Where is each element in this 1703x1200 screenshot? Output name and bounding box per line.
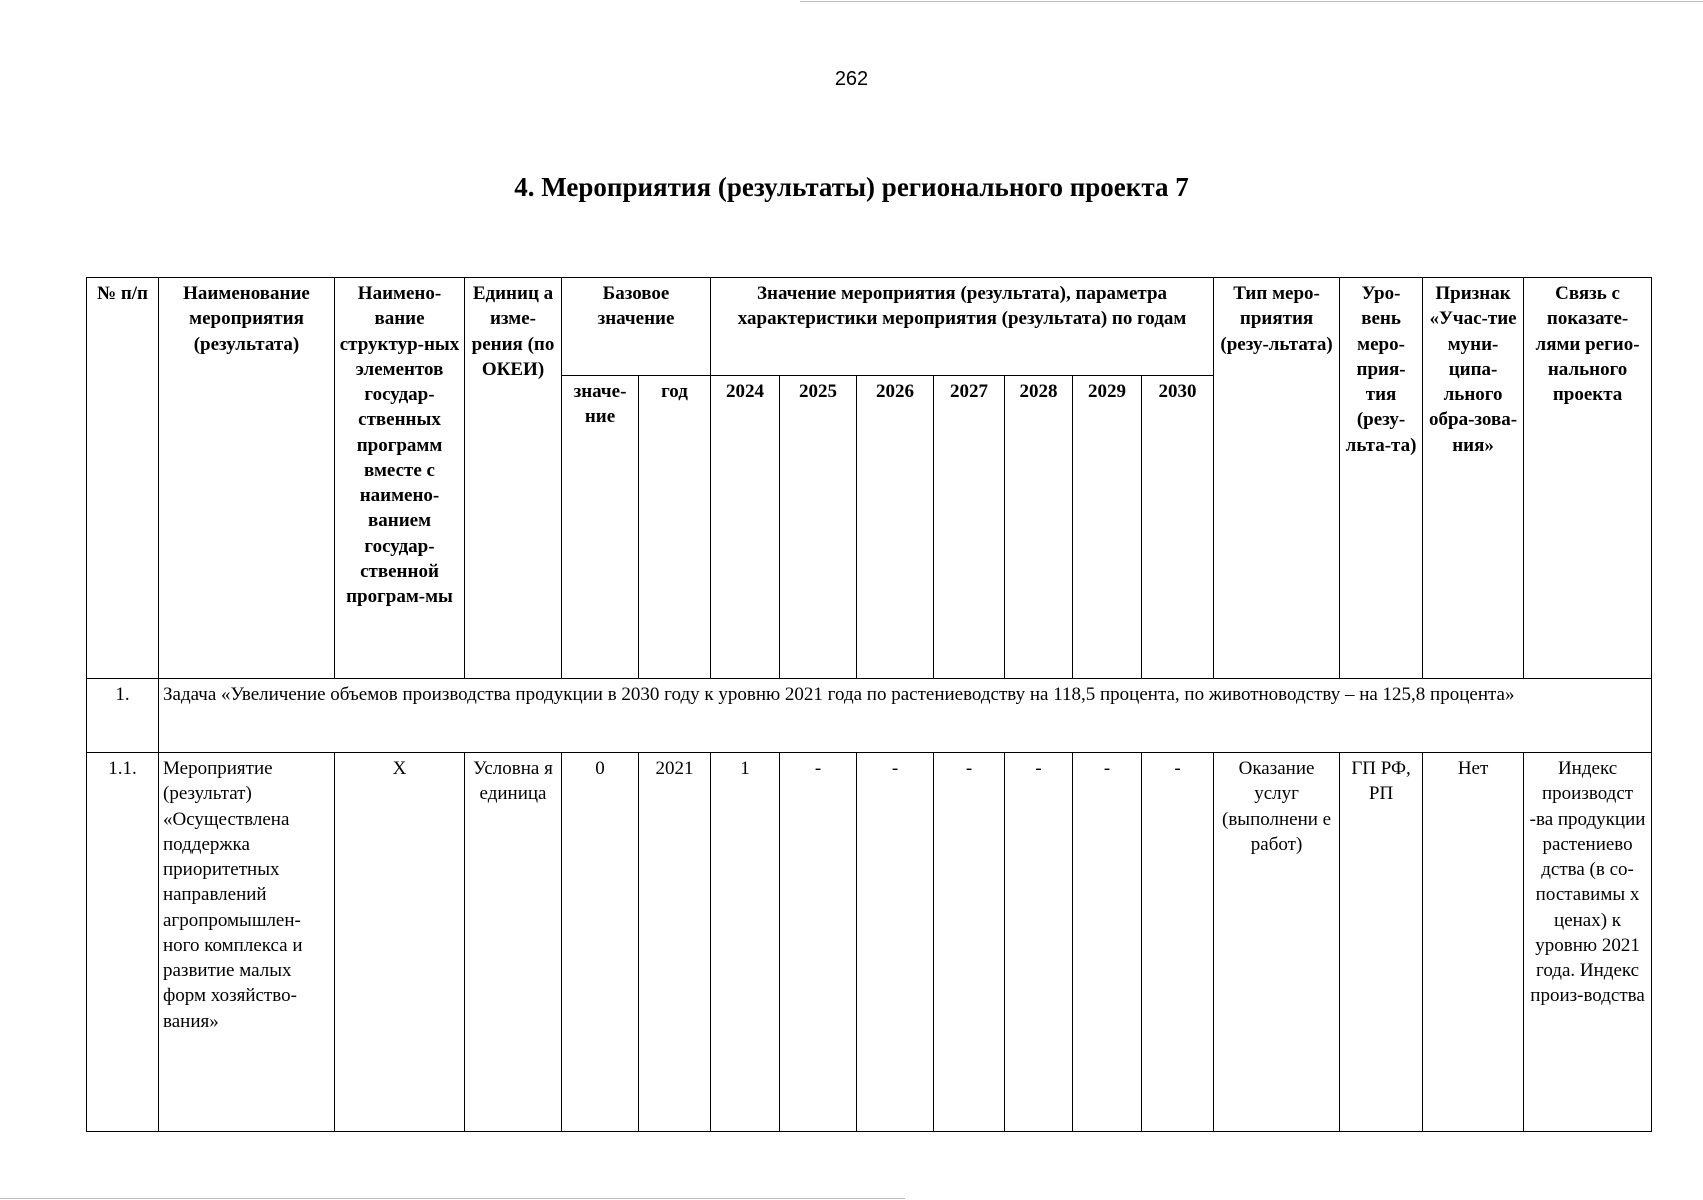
header-num: № п/п: [87, 278, 159, 679]
table-row: [87, 753, 1652, 1132]
task-row: [87, 679, 1652, 753]
header-level: Уро-вень меро-прия-тия (резу-льта-та): [1340, 278, 1423, 679]
row-value-2028: -: [1005, 753, 1073, 1132]
task-text: Задача «Увеличение объемов производства продукции в 2030 году к уровню 2021 года по растениеводству на 118,5 процента, по животноводству – на 125,8 процента»: [159, 679, 1652, 753]
row-value-2030: -: [1142, 753, 1214, 1132]
row-struct: Х: [335, 753, 465, 1132]
row-value-2025: -: [780, 753, 857, 1132]
scan-artifact-top: [800, 1, 1703, 2]
header-values-by-year: Значение мероприятия (результата), параметра характеристики мероприятия (результата) по годам: [711, 278, 1214, 376]
task-num: 1.: [87, 679, 159, 753]
header-base-year: год: [639, 376, 711, 679]
header-base: Базовое значение: [562, 278, 711, 376]
row-num: 1.1.: [87, 753, 159, 1132]
results-table: [86, 277, 1652, 1132]
row-link: Индекс производст -ва продукции растениево дства (в со-поставимы х ценах) к уровню 2021 года. Индекс произ-водства: [1524, 753, 1652, 1132]
row-base-value: 0: [562, 753, 639, 1132]
header-year-2025: 2025: [780, 376, 857, 679]
section-title: 4. Мероприятия (результаты) регионального проекта 7: [514, 172, 1189, 202]
header-name: Наименование мероприятия (результата): [159, 278, 335, 679]
header-year-2030: 2030: [1142, 376, 1214, 679]
header-struct: Наимено-вание структур-ных элементов государ-ственных программ вместе с наимено-ванием государ-ственной програм-мы: [335, 278, 465, 679]
row-value-2029: -: [1073, 753, 1142, 1132]
row-value-2027: -: [934, 753, 1005, 1132]
header-type: Тип меро-приятия (резу-льтата): [1214, 278, 1340, 679]
header-year-2029: 2029: [1073, 376, 1142, 679]
row-base-year: 2021: [639, 753, 711, 1132]
scan-artifact-bottom: [0, 1198, 905, 1199]
page-number: 262: [834, 68, 869, 90]
row-type: Оказание услуг (выполнени е работ): [1214, 753, 1340, 1132]
row-municipal: Нет: [1423, 753, 1524, 1132]
header-year-2026: 2026: [857, 376, 934, 679]
header-base-value: значе-ние: [562, 376, 639, 679]
header-year-2028: 2028: [1005, 376, 1073, 679]
table-header: [87, 278, 1652, 679]
header-municipal: Признак «Учас-тие муни-ципа-льного обра-зова-ния»: [1423, 278, 1524, 679]
row-value-2026: -: [857, 753, 934, 1132]
header-unit: Единиц а изме-рения (по ОКЕИ): [465, 278, 562, 679]
row-name: Мероприятие (результат) «Осуществлена поддержка приоритетных направлений агропромышлен-ного комплекса и развитие малых форм хозяйство-вания»: [159, 753, 335, 1132]
header-year-2027: 2027: [934, 376, 1005, 679]
header-link: Связь с показате-лями регио-нального проекта: [1524, 278, 1652, 679]
header-year-2024: 2024: [711, 376, 780, 679]
row-level: ГП РФ, РП: [1340, 753, 1423, 1132]
row-unit: Условна я единица: [465, 753, 562, 1132]
row-value-2024: 1: [711, 753, 780, 1132]
